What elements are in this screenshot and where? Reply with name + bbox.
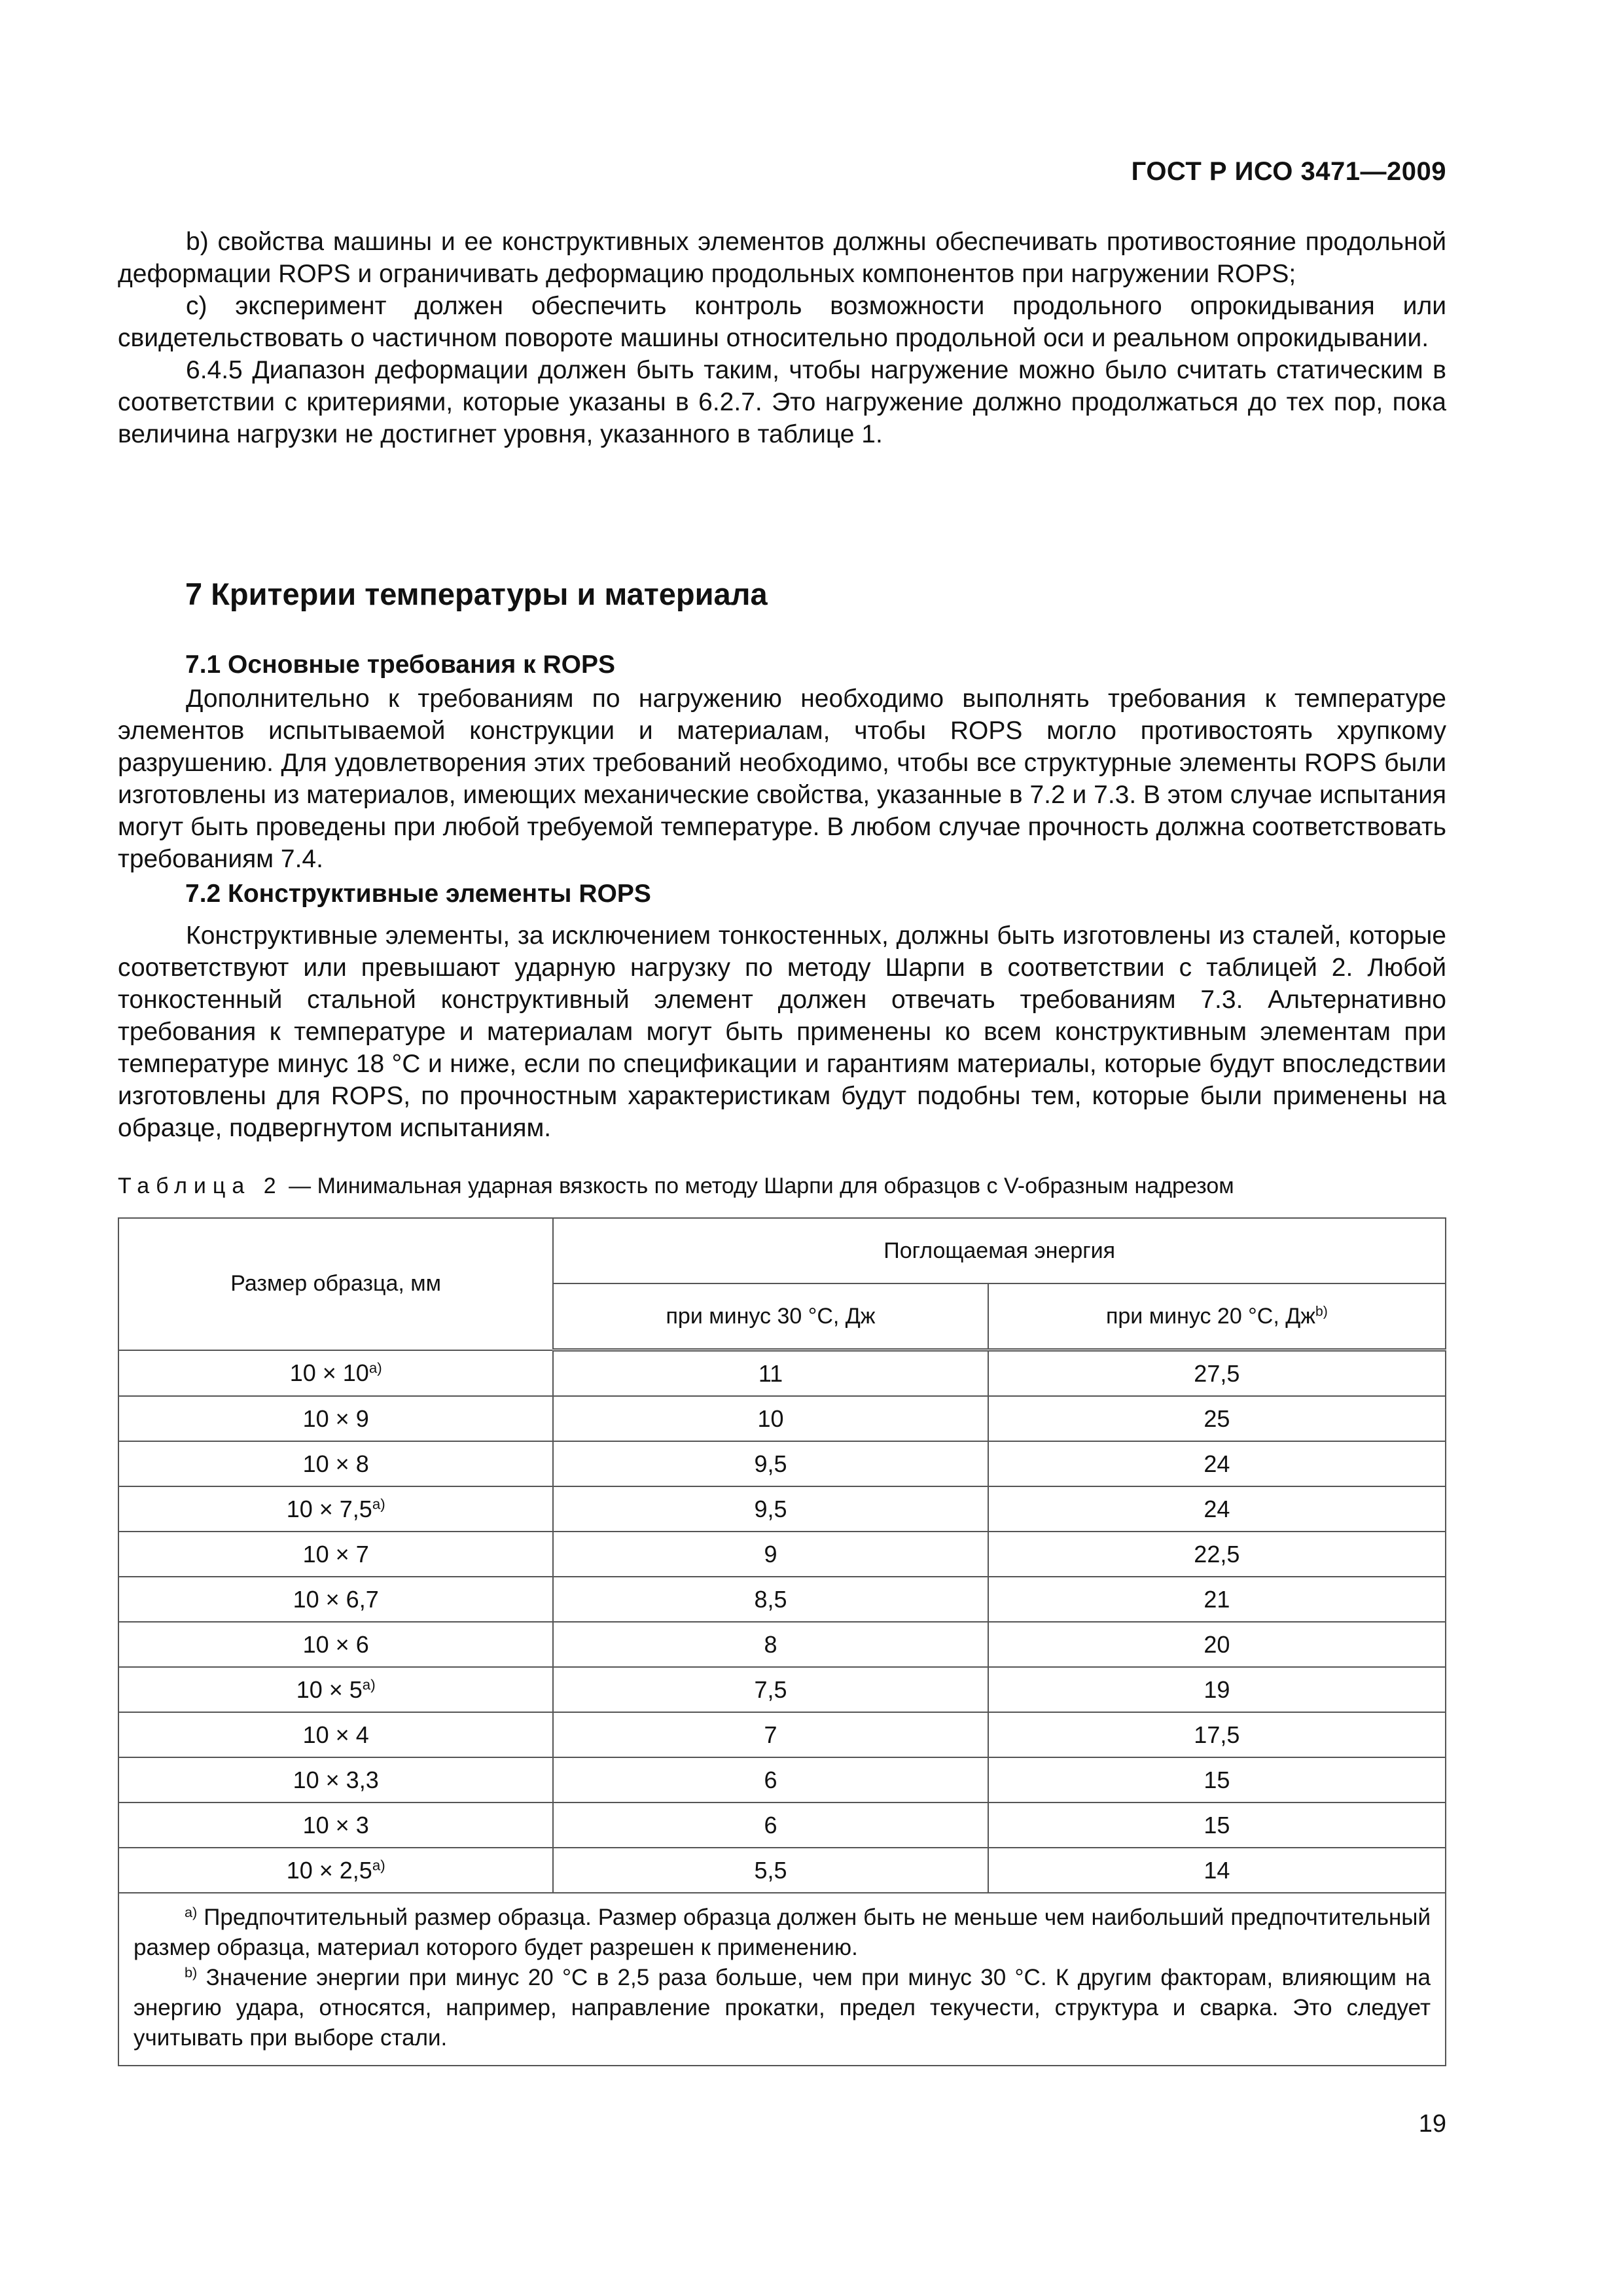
size-value: 10 × 6,7 (293, 1585, 379, 1613)
subsection-7-2-title: 7.2 Конструктивные элементы ROPS (185, 880, 651, 908)
page-number: 19 (1418, 2110, 1446, 2138)
footnotes-row (118, 1893, 1446, 2066)
size-value: 10 × 9 (302, 1405, 369, 1432)
table-2-caption (118, 1174, 1234, 1199)
size-footnote-ref: a) (372, 1496, 385, 1513)
table-row (118, 1577, 1446, 1622)
footnote-a (134, 1903, 1431, 1963)
cell-energy-minus30: 11 (553, 1350, 988, 1397)
cell-energy-minus20: 17,5 (988, 1712, 1446, 1757)
subsection-7-2-text (118, 920, 1446, 1144)
table-row (118, 1757, 1446, 1803)
table-row (118, 1667, 1446, 1712)
cell-energy-minus30: 8,5 (553, 1577, 988, 1622)
cell-energy-minus20: 19 (988, 1667, 1446, 1712)
footnote-b-text: Значение энергии при минус 20 °С в 2,5 раза больше, чем при минус 30 °С. К другим факторам, влияющим на энергию удара, относятся, например, направление прокатки, предел текучести, структура и сварка. Это следует учитывать при выборе стали. (134, 1965, 1431, 2051)
size-value: 10 × 7,5 (286, 1495, 372, 1522)
paragraph-b: b) свойства машины и ее конструктивных элементов должны обеспечивать противостояние продольной деформации ROPS и ограничивать деформацию продольных компонентов при нагружении ROPS; (118, 228, 1446, 288)
size-footnote-ref: a) (368, 1359, 382, 1376)
cell-energy-minus30: 7,5 (553, 1667, 988, 1712)
size-value: 10 × 5 (296, 1676, 363, 1703)
column-header-size: Размер образца, мм (118, 1218, 553, 1350)
size-value: 10 × 6 (302, 1630, 369, 1658)
table-2 (118, 1217, 1446, 2066)
size-value: 10 × 3,3 (293, 1766, 379, 1793)
size-value: 10 × 10 (289, 1359, 369, 1386)
cell-energy-minus30: 9,5 (553, 1441, 988, 1486)
cell-energy-minus20: 27,5 (988, 1350, 1446, 1397)
table-row (118, 1486, 1446, 1532)
paragraph-7-2: Конструктивные элементы, за исключением тонкостенных, должны быть изготовлены из сталей, которые соответствуют или превышают ударную нагрузку по методу Шарпи в соответствии с таблицей 2. Любой тонкостенный стальной конструктивный элемент должен отвечать требованиям 7.3. Альтернативно требования к температуре и материалам могут быть применены ко всем конструктивным элементам при температуре минус 18 °С и ниже, если по спецификации и гарантиям материалы, которые будут впоследствии изготовлены для ROPS, по прочностным характеристикам будут подобны тем, которые были применены на образце, подвергнутом испытаниям. (118, 922, 1446, 1142)
table-row (118, 1396, 1446, 1441)
cell-energy-minus20: 15 (988, 1803, 1446, 1848)
cell-size (118, 1757, 553, 1803)
cell-size (118, 1712, 553, 1757)
cell-size (118, 1441, 553, 1486)
cell-energy-minus20: 14 (988, 1848, 1446, 1893)
cell-energy-minus30: 6 (553, 1757, 988, 1803)
footnote-ref: b) (1315, 1303, 1328, 1319)
table-caption-text: — Минимальная ударная вязкость по методу Шарпи для образцов с V-образным надрезом (282, 1174, 1234, 1198)
section-7-title: 7 Критерии температуры и материала (185, 577, 768, 611)
table-row (118, 1350, 1446, 1397)
cell-energy-minus30: 5,5 (553, 1848, 988, 1893)
footnote-b-mark: b) (185, 1964, 198, 1981)
subsection-7-1-text (118, 683, 1446, 875)
size-value: 10 × 3 (302, 1811, 369, 1839)
table-body (118, 1350, 1446, 1893)
table-row (118, 1622, 1446, 1667)
size-footnote-ref: a) (372, 1857, 385, 1874)
paragraph-c: c) эксперимент должен обеспечить контроль возможности продольного опрокидывания или свидетельствовать о частичном повороте машины относительно продольной оси и реальном опрокидывании. (118, 292, 1446, 352)
footnote-b (134, 1963, 1431, 2053)
charpy-table (118, 1217, 1446, 2066)
cell-size (118, 1486, 553, 1532)
cell-energy-minus30: 8 (553, 1622, 988, 1667)
footnote-a-text: Предпочтительный размер образца. Размер образца должен быть не меньше чем наибольший предпочтительный размер образца, материал которого будет разрешен к применению. (134, 1905, 1431, 1960)
cell-energy-minus20: 22,5 (988, 1532, 1446, 1577)
table-footnotes (118, 1893, 1446, 2066)
table-row (118, 1712, 1446, 1757)
table-row (118, 1803, 1446, 1848)
cell-size (118, 1532, 553, 1577)
cell-energy-minus30: 10 (553, 1396, 988, 1441)
standard-code-header: ГОСТ Р ИСО 3471—2009 (1131, 157, 1446, 186)
cell-energy-minus20: 24 (988, 1486, 1446, 1532)
cell-energy-minus30: 9 (553, 1532, 988, 1577)
cell-size (118, 1803, 553, 1848)
cell-energy-minus30: 9,5 (553, 1486, 988, 1532)
size-value: 10 × 4 (302, 1721, 369, 1748)
cell-energy-minus20: 25 (988, 1396, 1446, 1441)
cell-energy-minus30: 7 (553, 1712, 988, 1757)
cell-size (118, 1622, 553, 1667)
cell-size (118, 1667, 553, 1712)
cell-size (118, 1396, 553, 1441)
intro-text (118, 226, 1446, 450)
paragraph-7-1: Дополнительно к требованиям по нагружению необходимо выполнять требования к температуре элементов испытываемой конструкции и материалам, чтобы ROPS могло противостоять хрупкому разрушению. Для удовлетворения этих требований необходимо, чтобы все структурные элементы ROPS были изготовлены из материалов, имеющих механические свойства, указанные в 7.2 и 7.3. В этом случае испытания могут быть проведены при любой требуемой температуре. В любом случае прочность должна соответствовать требованиям 7.4. (118, 685, 1446, 873)
table-row (118, 1848, 1446, 1893)
cell-energy-minus20: 21 (988, 1577, 1446, 1622)
size-value: 10 × 2,5 (286, 1856, 372, 1884)
column-header-minus30: при минус 30 °С, Дж (553, 1283, 988, 1350)
size-value: 10 × 8 (302, 1450, 369, 1477)
cell-energy-minus30: 6 (553, 1803, 988, 1848)
cell-size (118, 1350, 553, 1397)
cell-energy-minus20: 15 (988, 1757, 1446, 1803)
cell-energy-minus20: 24 (988, 1441, 1446, 1486)
table-row (118, 1441, 1446, 1486)
cell-energy-minus20: 20 (988, 1622, 1446, 1667)
cell-size (118, 1577, 553, 1622)
table-row (118, 1532, 1446, 1577)
cell-size (118, 1848, 553, 1893)
size-footnote-ref: a) (362, 1676, 376, 1693)
table-caption-label: Таблица 2 (118, 1174, 283, 1198)
footnote-a-mark: a) (185, 1904, 198, 1921)
column-header-minus20 (988, 1283, 1446, 1350)
subsection-7-1-title: 7.1 Основные требования к ROPS (185, 651, 615, 679)
size-value: 10 × 7 (302, 1540, 369, 1568)
paragraph-6-4-5: 6.4.5 Диапазон деформации должен быть таким, чтобы нагружение можно было считать статическим в соответствии с критериями, которые указаны в 6.2.7. Это нагружение должно продолжаться до тех пор, пока величина нагрузки не достигнет уровня, указанного в таблице 1. (118, 356, 1446, 448)
column-header-energy: Поглощаемая энергия (553, 1218, 1446, 1283)
minus20-label: при минус 20 °С, Дж (1105, 1303, 1315, 1329)
